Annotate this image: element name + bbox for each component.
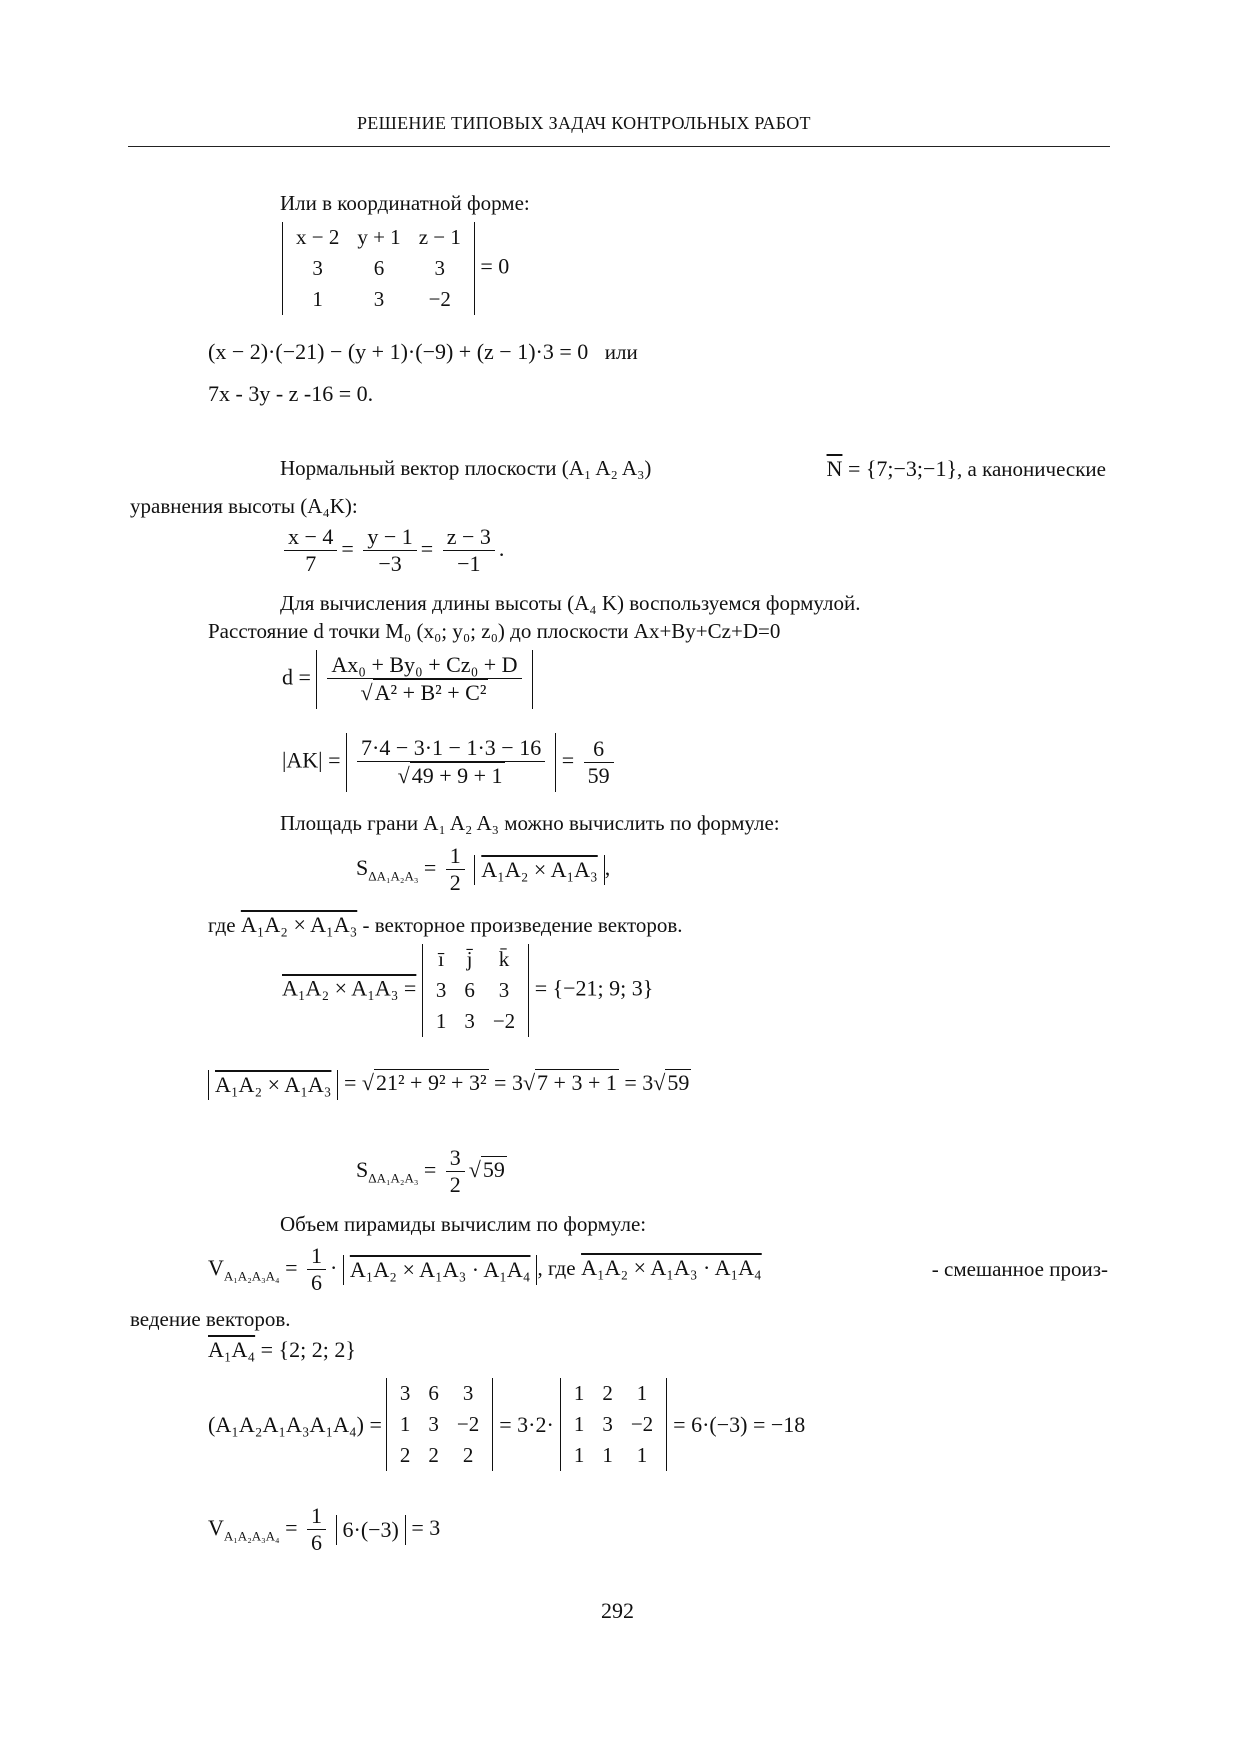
area-result: $S_{\Delta A_1A_2A_3}$ = $\frac{3}{2}$ √59 — [356, 1145, 505, 1198]
header-rule — [128, 146, 1110, 147]
volume-formula: $V_{A_1A_2A_3A_4}$ = $\frac{1}{6}$ · A₁A₂ × A₁A₃ · A₁A₄ , где A₁A₂ × A₁A₃ · A₁A₄ - смешанное произ- — [208, 1243, 1108, 1296]
normal-vector-line: Нормальный вектор плоскости (A₁ A₂ A₃) $\overline{N}$ = {7;−3;−1}, а канонические — [280, 456, 1106, 481]
canonical-equations: $\frac{x - 4}{7}$ = $\frac{y - 1}{-3}$ = $\frac{z - 3}{-1}$ . — [280, 524, 504, 578]
height-text: Для вычисления длины высоты (A₄ K) воспользуемся формулой. — [280, 591, 861, 615]
cross-magnitude: A₁A₂ × A₁A₃ = √21² + 9² + 3² = 3√7 + 3 + 1 = 3√59 — [208, 1069, 691, 1100]
mixed-product: (A₁A₂A₁A₃A₁A₄) = 3 6 3 1 3 −2 2 2 2 = 3·2· 1 2 1 1 3 −2 1 1 1 = 6·(−3) = −18 — [208, 1378, 805, 1471]
canonical-text: уравнения высоты (A₄K): — [130, 494, 358, 518]
coord-form-text: Или в координатной форме: — [280, 191, 530, 215]
area-formula: $S_{\Delta A_1A_2A_3}$ = $\frac{1}{2}$ A₁A₂ × A₁A₃ , — [356, 843, 611, 896]
running-header: РЕШЕНИЕ ТИПОВЫХ ЗАДАЧ КОНТРОЛЬНЫХ РАБОТ — [357, 113, 811, 133]
expanded-equation: (x − 2)·(−21) − (y + 1)·(−9) + (z − 1)·3 = 0 или — [208, 339, 638, 364]
a1a4-vector: A₁A₄ = {2; 2; 2} — [208, 1337, 356, 1362]
det1-rhs: = 0 — [480, 253, 510, 279]
volume-text: Объем пирамиды вычислим по формуле: — [280, 1212, 647, 1236]
cross-matrix: ī j̄ k̄ 3 6 3 1 3 −2 — [422, 944, 529, 1037]
det1-matrix: x − 2 y + 1 z − 1 3 6 3 1 3 −2 — [282, 222, 475, 315]
plane-equation: 7x - 3y - z -16 = 0. — [208, 381, 374, 406]
distance-text: Расстояние d точки M₀ (x₀; y₀; z₀) до плоскости Ax+By+Cz+D=0 — [208, 619, 781, 643]
area-text: Площадь грани A₁ A₂ A₃ можно вычислить по формуле: — [280, 811, 780, 835]
distance-formula: d = $\frac{\text{Ax₀ + By₀ + Cz₀ + D}}{\text{√A² + B² + C²}}$ — [282, 650, 533, 709]
page-number: 292 — [601, 1598, 634, 1623]
where-line: где A₁A₂ × A₁A₃ - векторное произведение векторов. — [208, 912, 683, 937]
ak-formula: |AK| = $\frac{7\cdot 4 - 3\cdot 1 - 1\cdot 3 - 16}{√49 + 9 + 1}$ = $\frac{6}{59}$ — [282, 733, 618, 792]
determinant-plane — [282, 222, 509, 315]
volume-tail: ведение векторов. — [130, 1307, 291, 1331]
mixed-matrix-1: 3 6 3 1 3 −2 2 2 2 — [386, 1378, 493, 1471]
mixed-matrix-2: 1 2 1 1 3 −2 1 1 1 — [560, 1378, 667, 1471]
cross-product: A₁A₂ × A₁A₃ = ī j̄ k̄ 3 6 3 1 3 −2 = {−21; 9; 3} — [282, 944, 653, 1037]
volume-result: $V_{A_1A_2A_3A_4}$ = $\frac{1}{6}$ 6·(−3) = 3 — [208, 1503, 441, 1556]
